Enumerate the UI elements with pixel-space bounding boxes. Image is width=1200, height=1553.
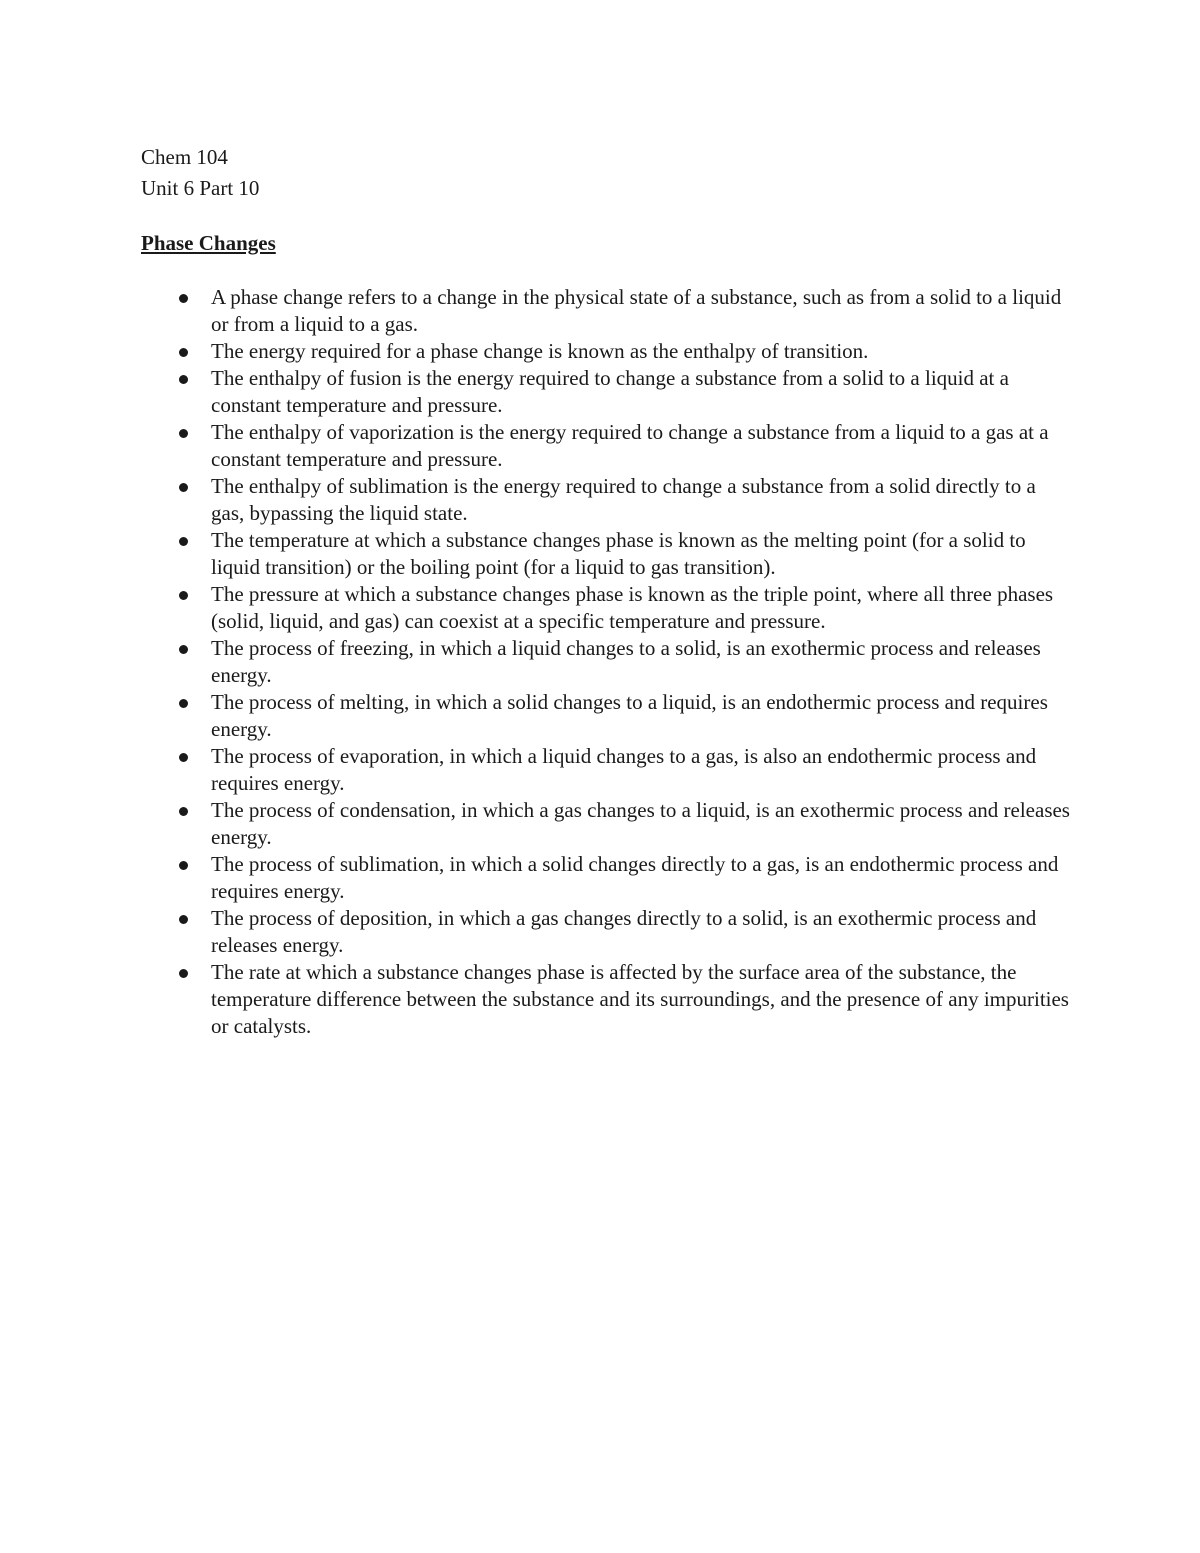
bullet-dot-icon <box>179 348 188 357</box>
bullet-text: The energy required for a phase change is known as the enthalpy of transition. <box>211 339 869 363</box>
bullet-dot-icon <box>179 753 188 762</box>
bullet-text: The pressure at which a substance changes phase is known as the triple point, where all three phases (solid, liquid, and gas) can coexist at a specific temperature and pressure. <box>211 582 1054 633</box>
bullet-text: The temperature at which a substance changes phase is known as the melting point (for a solid to liquid transition) or the boiling point (for a liquid to gas transition). <box>211 528 1026 579</box>
bullet-dot-icon <box>179 483 188 492</box>
section-title: Phase Changes <box>141 231 276 255</box>
bullet-dot-icon <box>179 429 188 438</box>
bullet-dot-icon <box>179 537 188 546</box>
bullet-text: The rate at which a substance changes phase is affected by the surface area of the substance, the temperature difference between the substance and its surroundings, and the presence of any impurities or catalysts. <box>211 960 1069 1038</box>
bullet-dot-icon <box>179 375 188 384</box>
list-item <box>141 635 1071 689</box>
bullet-dot-icon <box>179 294 188 303</box>
list-item <box>141 473 1071 527</box>
bullet-text: The process of melting, in which a solid changes to a liquid, is an endothermic process and requires energy. <box>211 690 1048 741</box>
list-item <box>141 419 1071 473</box>
list-item <box>141 689 1071 743</box>
list-item <box>141 797 1071 851</box>
list-item <box>141 338 1071 365</box>
list-item <box>141 743 1071 797</box>
bullet-list <box>141 284 1071 1040</box>
bullet-text: A phase change refers to a change in the physical state of a substance, such as from a solid to a liquid or from a liquid to a gas. <box>211 285 1062 336</box>
bullet-text: The enthalpy of vaporization is the energy required to change a substance from a liquid to a gas at a constant temperature and pressure. <box>211 420 1049 471</box>
bullet-text: The enthalpy of sublimation is the energy required to change a substance from a solid directly to a gas, bypassing the liquid state. <box>211 474 1036 525</box>
bullet-text: The process of evaporation, in which a liquid changes to a gas, is also an endothermic process and requires energy. <box>211 744 1037 795</box>
course-name: Chem 104 <box>141 145 228 169</box>
document-content <box>141 142 1071 1040</box>
bullet-dot-icon <box>179 969 188 978</box>
list-item <box>141 851 1071 905</box>
bullet-dot-icon <box>179 699 188 708</box>
bullet-text: The process of deposition, in which a gas changes directly to a solid, is an exothermic process and releases energy. <box>211 906 1037 957</box>
list-item <box>141 905 1071 959</box>
bullet-dot-icon <box>179 591 188 600</box>
bullet-text: The process of condensation, in which a gas changes to a liquid, is an exothermic process and releases energy. <box>211 798 1070 849</box>
bullet-text: The enthalpy of fusion is the energy required to change a substance from a solid to a liquid at a constant temperature and pressure. <box>211 366 1009 417</box>
list-item <box>141 365 1071 419</box>
bullet-text: The process of sublimation, in which a solid changes directly to a gas, is an endothermic process and requires energy. <box>211 852 1059 903</box>
bullet-dot-icon <box>179 645 188 654</box>
bullet-dot-icon <box>179 915 188 924</box>
bullet-dot-icon <box>179 861 188 870</box>
list-item <box>141 284 1071 338</box>
bullet-dot-icon <box>179 807 188 816</box>
list-item <box>141 527 1071 581</box>
bullet-text: The process of freezing, in which a liquid changes to a solid, is an exothermic process and releases energy. <box>211 636 1041 687</box>
list-item <box>141 959 1071 1040</box>
unit-label: Unit 6 Part 10 <box>141 176 260 200</box>
list-item <box>141 581 1071 635</box>
